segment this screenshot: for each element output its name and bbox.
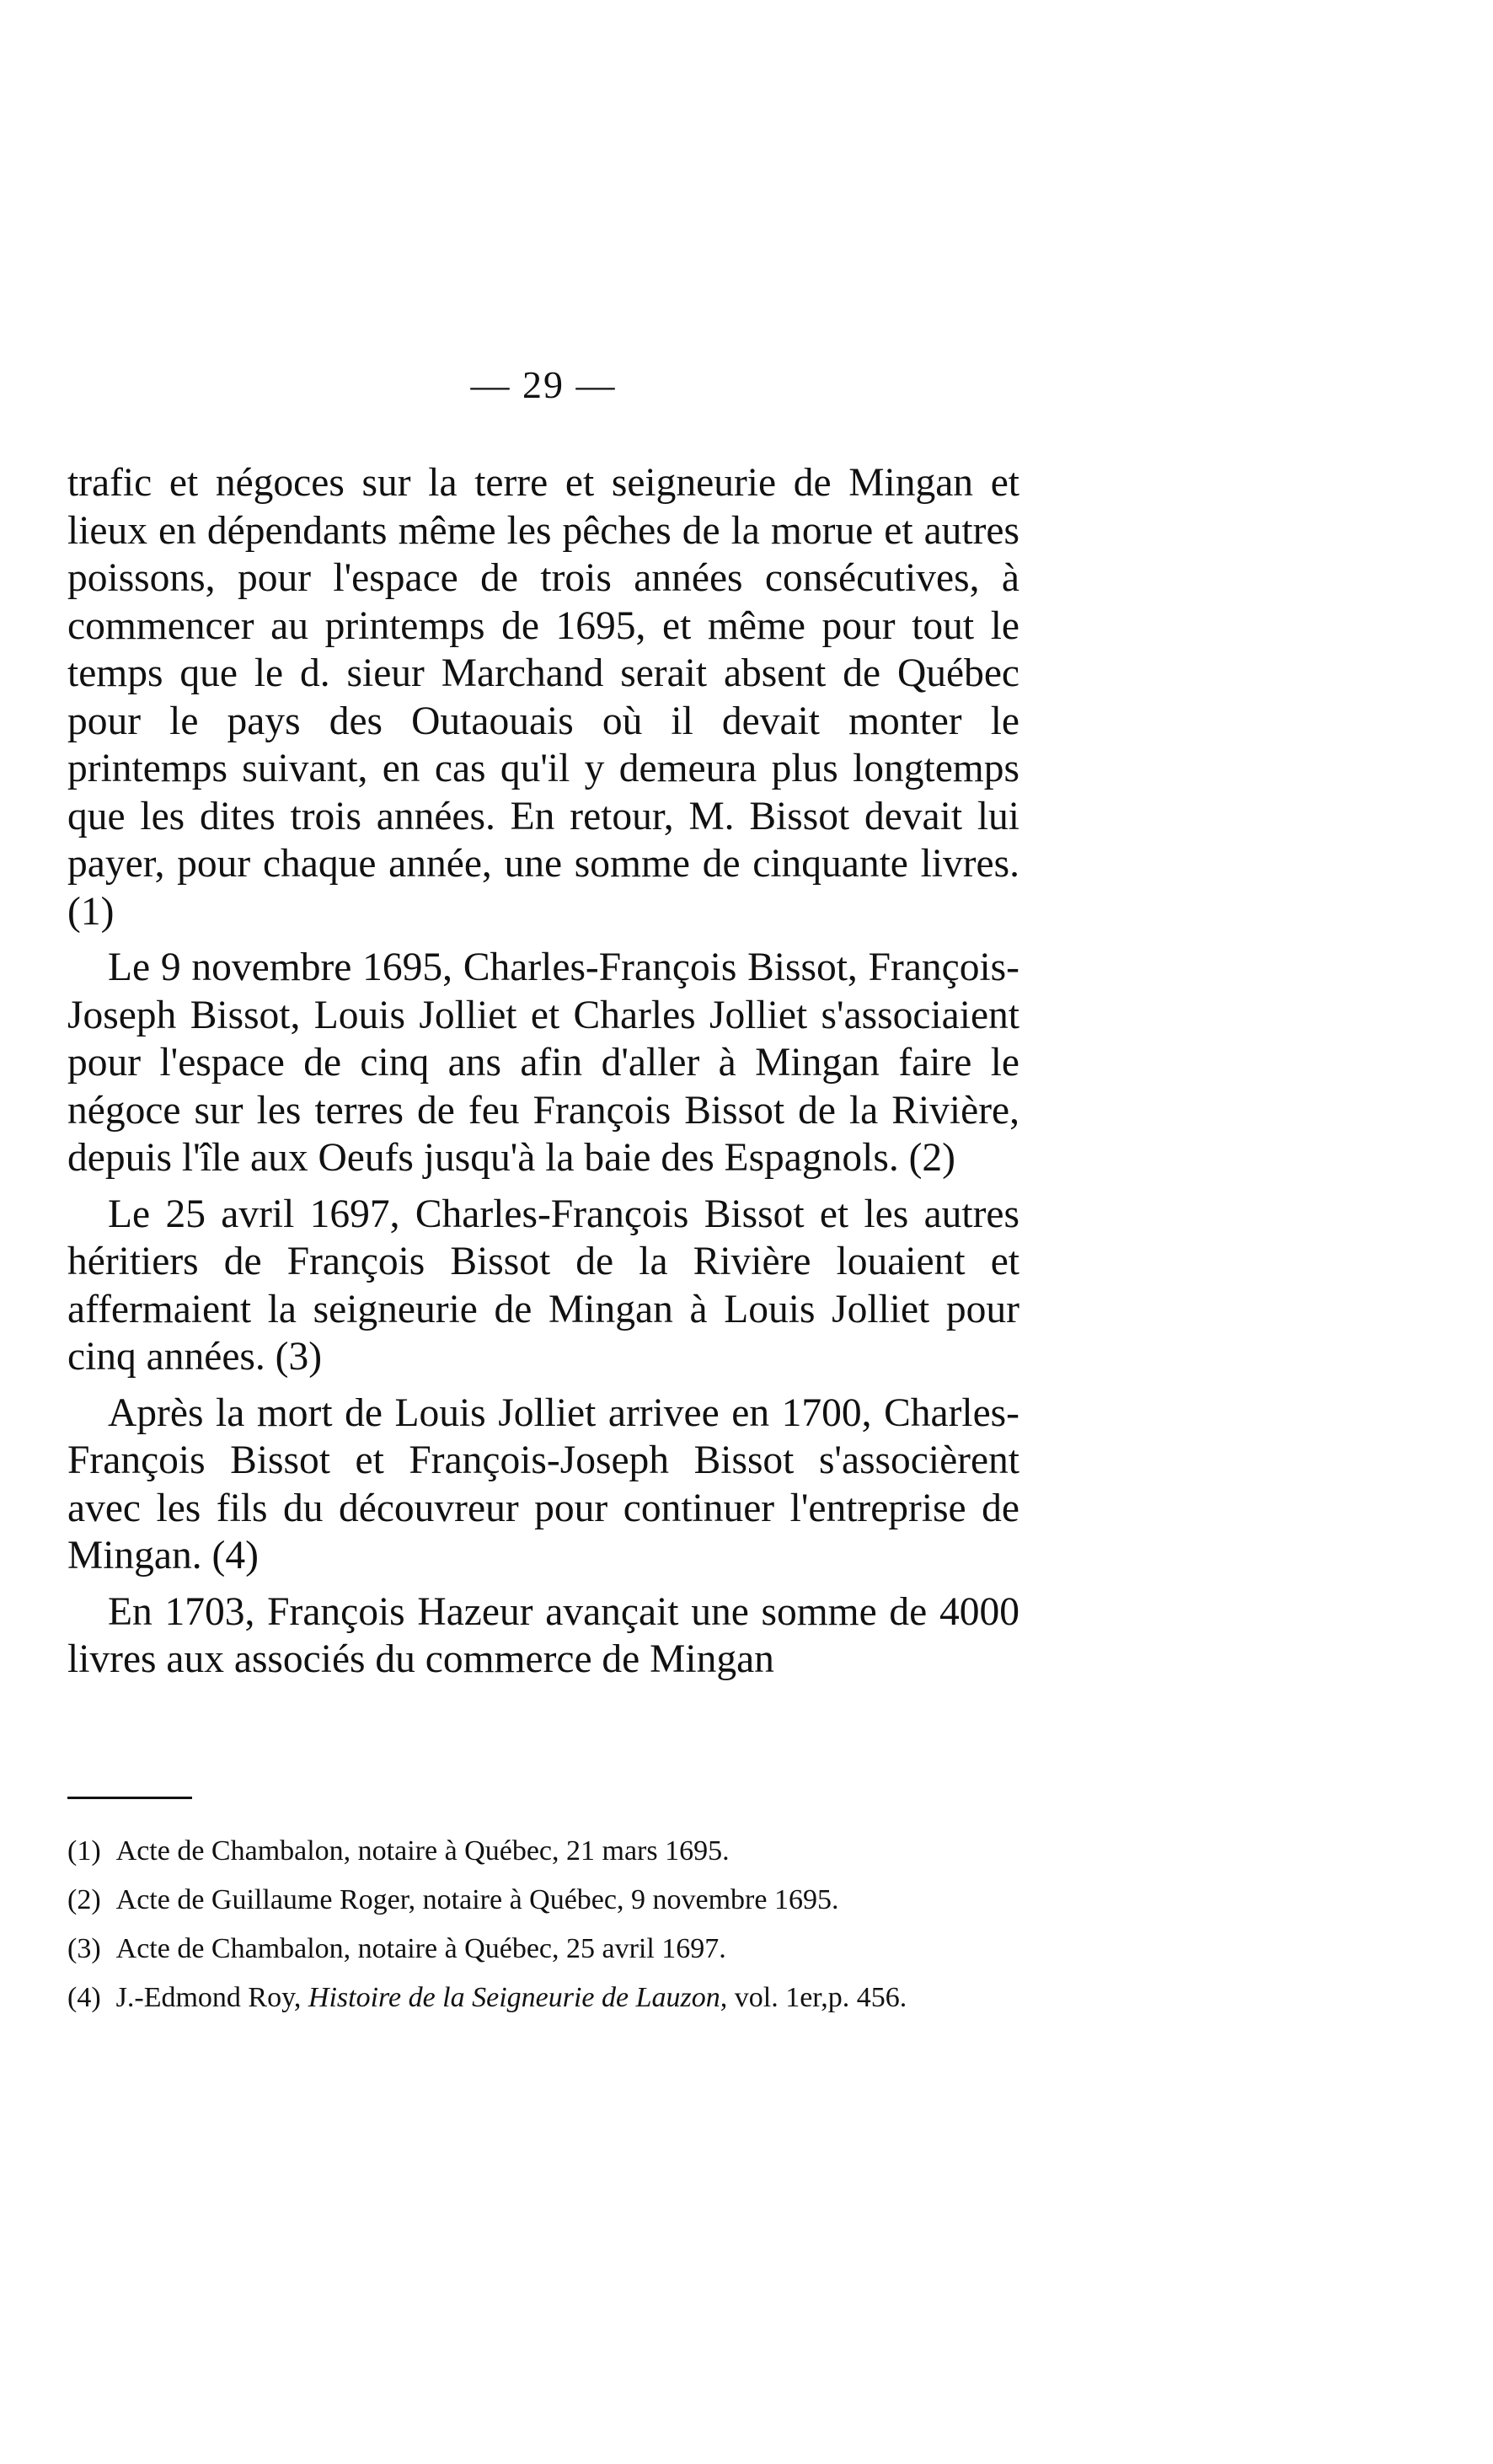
footnote-1	[67, 1834, 1019, 1869]
book-page	[67, 0, 1019, 2464]
footnotes	[67, 1834, 1019, 2029]
page-number: — 29 —	[470, 363, 617, 406]
footnote-text: Acte de Chambalon, notaire à Québec, 21 mars 1695.	[115, 1835, 730, 1867]
footnote-number: (1)	[67, 1835, 101, 1867]
footnote-number: (4)	[67, 1982, 101, 2013]
paragraph: Le 25 avril 1697, Charles-François Bissot et les autres héritiers de François Bissot de la Rivière louaient et affermaient la seigneurie de Mingan à Louis Jolliet pour cinq années. (3)	[67, 1192, 1019, 1379]
footnote-divider	[67, 1797, 192, 1799]
footnote-text: Acte de Chambalon, notaire à Québec, 25 avril 1697.	[115, 1933, 726, 1964]
paragraph-continued: trafic et négoces sur la terre et seigneurie de Mingan et lieux en dépendants même les pêches de la morue et autres poissons, pour l'espace de trois années consécutives, à commencer au printemps de 1695, et même pour tout le temps que le d. sieur Marchand serait absent de Québec pour le pays des Outaouais où il devait monter le printemps suivant, en cas qu'il y demeura plus longtemps que les dites trois années. En retour, M. Bissot devait lui payer, pour chaque année, une somme de cinquante livres. (1)	[67, 461, 1019, 934]
paragraph: En 1703, François Hazeur avançait une somme de 4000 livres aux associés du commerce de Mingan	[67, 1589, 1019, 1681]
footnote-2	[67, 1883, 1019, 1918]
paragraph: Le 9 novembre 1695, Charles-François Bissot, François-Joseph Bissot, Louis Jolliet et Charles Jolliet s'associaient pour l'espace de cinq ans afin d'aller à Mingan faire le négoce sur les terres de feu François Bissot de la Rivière, depuis l'île aux Oeufs jusqu'à la baie des Espagnols. (2)	[67, 945, 1019, 1180]
footnote-text: Acte de Guillaume Roger, notaire à Québec, 9 novembre 1695.	[115, 1884, 839, 1915]
footnote-number: (3)	[67, 1933, 101, 1964]
footnote-author: J.-Edmond Roy,	[115, 1982, 302, 2013]
footnote-3	[67, 1931, 1019, 1967]
footnote-book-title: Histoire de la Seigneurie de Lauzon,	[308, 1982, 728, 2013]
main-text	[67, 459, 1019, 1684]
footnote-4	[67, 1980, 1019, 2016]
footnote-number: (2)	[67, 1884, 101, 1915]
paragraph: Après la mort de Louis Jolliet arrivee en 1700, Charles-François Bissot et François-Joseph Bissot s'associèrent avec les fils du découvreur pour continuer l'entreprise de Mingan. (4)	[67, 1390, 1019, 1577]
footnote-volume: vol. 1er,p. 456.	[734, 1982, 907, 2013]
